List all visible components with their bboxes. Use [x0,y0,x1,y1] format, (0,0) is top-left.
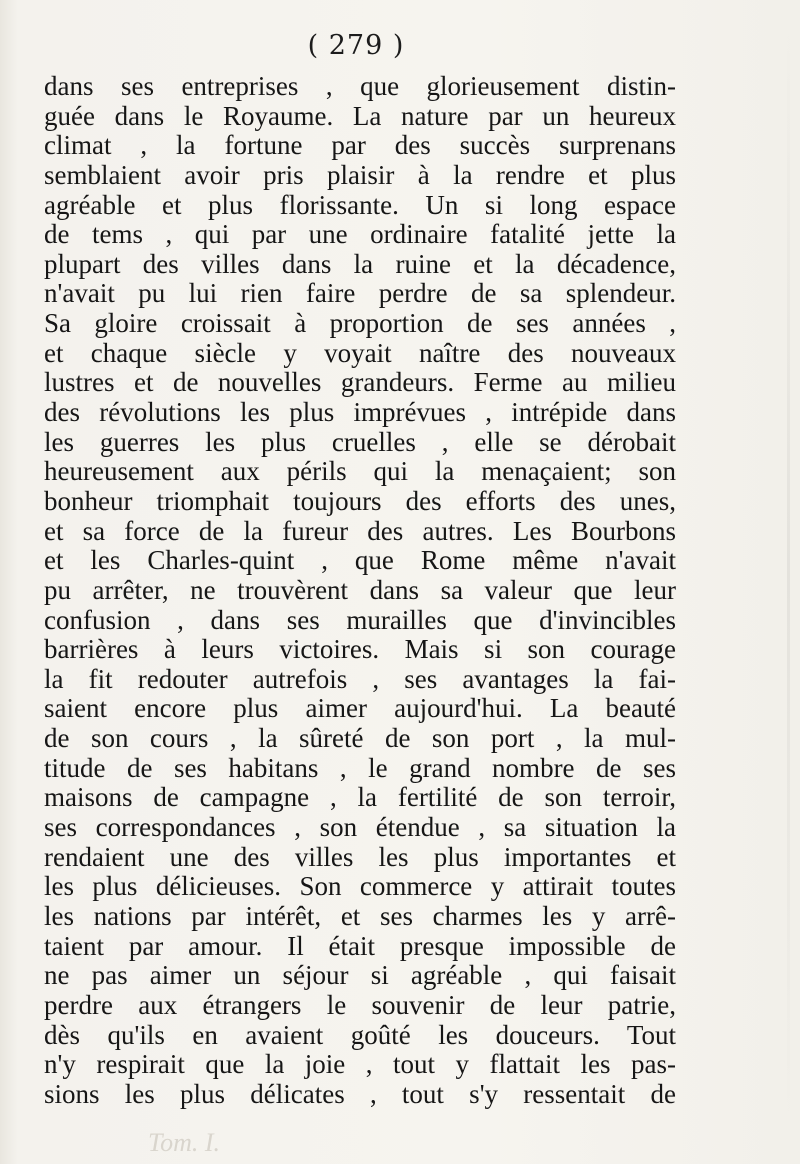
text-line: saient encore plus aimer aujourd'hui. La beauté [44,693,676,724]
text-line: climat , la fortune par des succès surprenans [44,130,676,161]
text-line: agréable et plus florissante. Un si long espace [44,189,676,220]
text-line: dans ses entreprises , que glorieusement distin- [44,71,676,101]
text-line: sions les plus délicates , tout s'y ressentait de [44,1078,676,1109]
text-line: la fit redouter autrefois , ses avantages la fai- [44,663,676,694]
page-edge-shadow [787,14,790,1134]
text-line: et chaque siècle y voyait naître des nouveaux [44,337,676,368]
text-line: et les Charles-quint , que Rome même n'avait [44,545,676,576]
text-line: taient par amour. Il était presque impossible de [44,930,676,961]
text-line: lustres et de nouvelles grandeurs. Ferme au milieu [44,367,676,398]
text-line: les guerres les plus cruelles , elle se dérobait [44,426,676,457]
text-line: heureusement aux périls qui la menaçaient; son [44,456,676,487]
text-line: n'y respirait que la joie , tout y flattait les pas- [44,1049,676,1080]
text-line: guée dans le Royaume. La nature par un heureux [44,100,676,131]
text-line: perdre aux étrangers le souvenir de leur patrie, [44,989,676,1020]
text-line: n'avait pu lui rien faire perdre de sa splendeur. [44,278,676,309]
text-line: ses correspondances , son étendue , sa situation la [44,812,676,843]
page-text [44,72,676,1109]
text-line: les plus délicieuses. Son commerce y attirait toutes [44,871,676,902]
text-line: dès qu'ils en avaient goûté les douceurs. Tout [44,1019,676,1050]
text-line: barrières à leurs victoires. Mais si son courage [44,634,676,665]
text-line: de son cours , la sûreté de son port , la mul- [44,723,676,754]
text-line: Sa gloire croissait à proportion de ses années , [44,308,676,339]
text-line: pu arrêter, ne trouvèrent dans sa valeur que leur [44,574,676,605]
text-line: les nations par intérêt, et ses charmes les y arrê- [44,900,676,931]
text-line: titude de ses habitans , le grand nombre de ses [44,752,676,783]
page-number: ( 279 ) [307,30,405,61]
text-line: semblaient avoir pris plaisir à la rendre et plus [44,159,676,190]
signature-mark: Tom. I. [148,1128,221,1157]
text-line: et sa force de la fureur des autres. Les Bourbons [44,515,676,546]
text-line: confusion , dans ses murailles que d'invincibles [44,604,676,635]
text-line: de tems , qui par une ordinaire fatalité jette la [44,219,676,250]
text-line: ne pas aimer un séjour si agréable , qui faisait [44,960,676,991]
text-line: maisons de campagne , la fertilité de son terroir, [44,782,676,813]
text-line: rendaient une des villes les plus importantes et [44,841,676,872]
text-line: plupart des villes dans la ruine et la décadence, [44,248,676,279]
text-line: bonheur triomphait toujours des efforts des unes, [44,485,676,516]
text-line: des révolutions les plus imprévues , intrépide dans [44,397,676,428]
